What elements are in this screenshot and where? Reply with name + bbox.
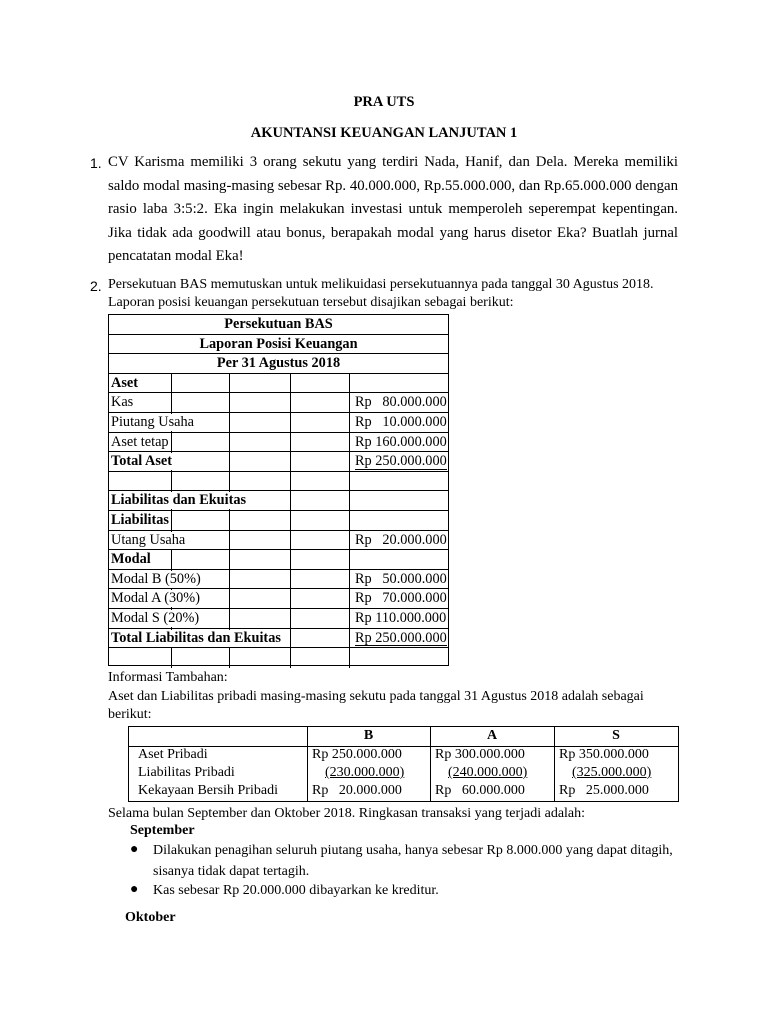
balance-sheet-row — [109, 433, 448, 453]
bullet-icon: ● — [130, 882, 139, 897]
balance-sheet-row — [109, 570, 448, 590]
bullet-icon: ● — [130, 842, 139, 857]
balance-sheet-heading-row — [109, 354, 448, 374]
oktober-label: Oktober — [125, 910, 176, 925]
personal-table-cell: Rp 300.000.000 — [435, 747, 525, 762]
balance-sheet-row — [109, 589, 448, 609]
september-label: September — [130, 823, 195, 838]
personal-table-row-label: Aset Pribadi — [138, 747, 208, 762]
personal-table-header: B — [363, 728, 374, 743]
balance-sheet-label: Modal A (30%) — [111, 590, 200, 607]
personal-assets-table — [128, 726, 679, 802]
balance-sheet-row — [109, 491, 448, 511]
personal-table-cell: (325.000.000) — [572, 765, 652, 780]
balance-sheet-row — [109, 374, 448, 394]
balance-sheet-row — [109, 472, 448, 492]
balance-sheet-label: Piutang Usaha — [111, 414, 194, 430]
page-subtitle: AKUNTANSI KEUANGAN LANJUTAN 1 — [250, 125, 518, 141]
balance-sheet-label: Liabilitas dan Ekuitas — [111, 492, 247, 509]
balance-sheet-row — [109, 531, 448, 551]
question-2-line1: Persekutuan BAS memutuskan untuk melikuidasi persekutuannya pada tanggal 30 Agustus 2018. — [108, 277, 654, 292]
question-2-line2: Laporan posisi keuangan persekutuan tersebut disajikan sebagai berikut: — [108, 295, 514, 310]
balance-sheet-heading-row — [109, 335, 448, 355]
personal-table-cell: (240.000.000) — [448, 765, 528, 780]
info-text: Aset dan Liabilitas pribadi masing-masing sekutu pada tanggal 31 Agustus 2018 adalah sebagai berikut: — [108, 689, 644, 722]
balance-sheet-heading: Per 31 Agustus 2018 — [216, 355, 341, 372]
balance-sheet-label: Liabilitas — [111, 512, 169, 528]
personal-table-cell: Rp 20.000.000 — [312, 783, 402, 798]
balance-sheet-label: Aset tetap — [111, 433, 169, 450]
double-underline — [355, 645, 447, 646]
balance-sheet-label: Total Aset — [111, 453, 173, 470]
balance-sheet-value: Rp 250.000.000 — [355, 629, 447, 646]
personal-table-header: A — [486, 728, 498, 743]
balance-sheet-value: Rp 110.000.000 — [355, 610, 447, 626]
info-label: Informasi Tambahan: — [108, 670, 228, 685]
balance-sheet-row — [109, 511, 448, 531]
balance-sheet-value: Rp 80.000.000 — [355, 394, 447, 411]
balance-sheet-row — [109, 609, 448, 629]
question-2-number: 2. — [90, 278, 102, 294]
personal-table-cell: (230.000.000) — [325, 765, 405, 780]
personal-table-header: S — [612, 728, 620, 743]
balance-sheet-heading: Persekutuan BAS — [224, 316, 333, 332]
september-item: Dilakukan penagihan seluruh piutang usaha, hanya sebesar Rp 8.000.000 yang dapat ditagih, sisanya tidak dapat tertagih. — [153, 843, 673, 879]
question-1-number: 1. — [90, 155, 102, 171]
balance-sheet-row — [109, 550, 448, 570]
balance-sheet-heading-row — [109, 315, 448, 335]
personal-table-cell: Rp 60.000.000 — [435, 783, 525, 798]
double-underline — [355, 469, 447, 470]
balance-sheet-value: Rp 50.000.000 — [355, 570, 447, 587]
balance-sheet-value: Rp 20.000.000 — [355, 531, 447, 548]
balance-sheet-label: Modal — [111, 551, 151, 568]
question-1-text: CV Karisma memiliki 3 orang sekutu yang terdiri Nada, Hanif, dan Dela. Mereka memiliki saldo modal masing-masing sebesar Rp. 40.000.000, Rp.55.000.000, dan Rp.65.000.000 dengan rasio laba 3:5:2. Eka ingin melakukan investasi untuk memperoleh seperempat kepentingan. Jika tidak ada goodwill atau bonus, berapakah modal yang harus disetor Eka? Buatlah jurnal pencatatan modal Eka! — [108, 154, 678, 264]
balance-sheet-label: Utang Usaha — [111, 531, 186, 548]
balance-sheet-value: Rp 70.000.000 — [355, 590, 447, 607]
personal-table-cell: Rp 350.000.000 — [559, 747, 649, 762]
balance-sheet-row — [109, 648, 448, 668]
september-item: Kas sebesar Rp 20.000.000 dibayarkan ke kreditur. — [153, 883, 439, 898]
balance-sheet-label: Modal B (50%) — [111, 570, 201, 587]
balance-sheet-row — [109, 393, 448, 413]
balance-sheet-row — [109, 413, 448, 433]
balance-sheet-table — [108, 314, 449, 666]
balance-sheet-value: Rp 250.000.000 — [355, 453, 447, 470]
balance-sheet-value: Rp 10.000.000 — [355, 414, 447, 430]
balance-sheet-label: Total Liabilitas dan Ekuitas — [111, 629, 281, 646]
personal-table-row-label: Liabilitas Pribadi — [138, 765, 235, 780]
summary-line: Selama bulan September dan Oktober 2018. Ringkasan transaksi yang terjadi adalah: — [108, 806, 586, 821]
balance-sheet-label: Aset — [111, 374, 138, 391]
balance-sheet-label: Modal S (20%) — [111, 610, 200, 626]
balance-sheet-heading: Laporan Posisi Keuangan — [199, 335, 358, 352]
balance-sheet-value: Rp 160.000.000 — [355, 433, 447, 450]
personal-table-cell: Rp 25.000.000 — [559, 783, 649, 798]
balance-sheet-label: Kas — [111, 394, 134, 411]
page-title: PRA UTS — [353, 94, 415, 110]
personal-table-row-label: Kekayaan Bersih Pribadi — [138, 783, 278, 798]
personal-table-cell: Rp 250.000.000 — [312, 747, 402, 762]
